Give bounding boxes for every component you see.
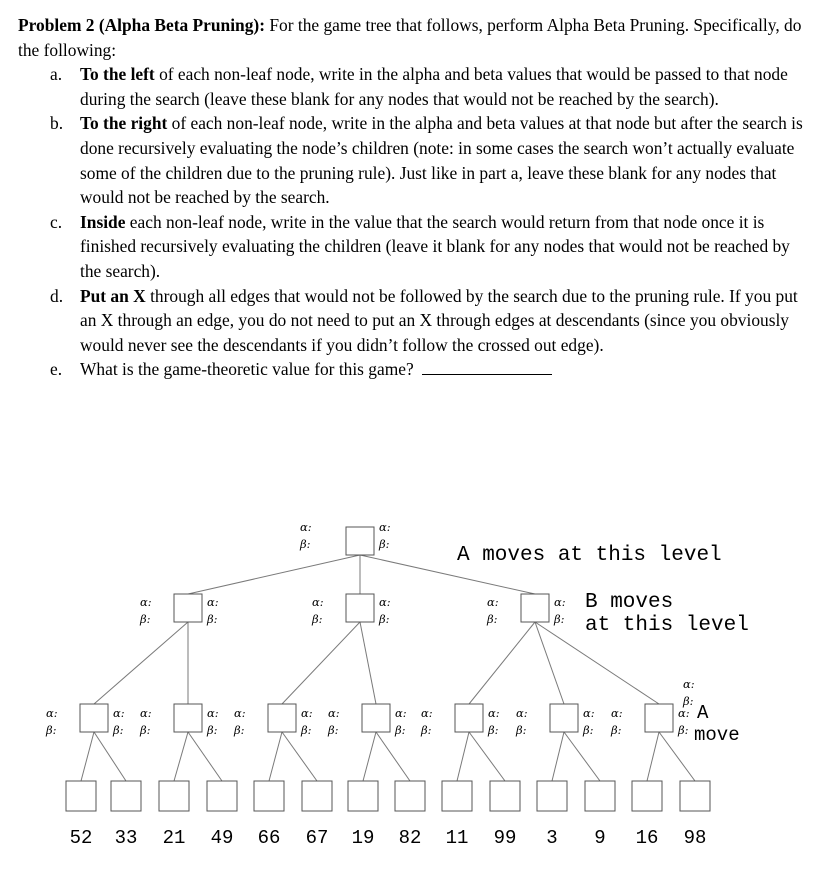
edge-low-5 xyxy=(282,732,317,781)
leaf-value-4: 66 xyxy=(257,827,281,849)
extra-a-alpha: α: xyxy=(683,677,695,691)
leaf-values xyxy=(70,827,707,849)
leaf-node-4[interactable] xyxy=(254,781,284,811)
leaf-node-7[interactable] xyxy=(395,781,425,811)
item-text: of each non-leaf node, write in the alpha and beta values at that node but after the search is done recursively evaluating the node’s children (note: in some cases the search won’t actually evaluate some of the children due to the pruning rule). Just like in part a, leave these blank for any nodes that would not be reached by the search. xyxy=(80,113,803,208)
edge-mid-4 xyxy=(469,622,535,704)
edge-low-2 xyxy=(174,732,188,781)
edge-mid-5 xyxy=(535,622,564,704)
item-text: What is the game-theoretic value for this game? xyxy=(80,359,419,380)
item-bold: Inside xyxy=(80,211,126,232)
edge-low-11 xyxy=(564,732,600,781)
max-right-5-beta: β: xyxy=(583,723,594,737)
leaf-value-10: 3 xyxy=(546,827,558,849)
leaf-value-2: 21 xyxy=(162,827,186,849)
max-node-3[interactable] xyxy=(362,704,390,732)
edge-low-13 xyxy=(659,732,695,781)
edge-low-7 xyxy=(376,732,410,781)
item-label: d. xyxy=(50,285,64,306)
max-right-0-beta: β: xyxy=(113,723,124,737)
max-right-4-alpha: α: xyxy=(488,706,500,720)
leaf-node-1[interactable] xyxy=(111,781,141,811)
leaf-value-3: 49 xyxy=(210,827,234,849)
root-node[interactable] xyxy=(346,527,374,555)
max-left-1-beta: β: xyxy=(140,723,151,737)
max-left-3-beta: β: xyxy=(328,723,339,737)
min-left-2-beta: β: xyxy=(487,612,498,626)
max-left-5-beta: β: xyxy=(516,723,527,737)
max-left-0-beta: β: xyxy=(46,723,57,737)
edge-low-1 xyxy=(94,732,126,781)
tree-edges xyxy=(81,555,695,781)
item-bold: Put an X xyxy=(80,285,146,306)
min-left-0-beta: β: xyxy=(140,612,151,626)
min-left-0-alpha: α: xyxy=(140,595,152,609)
label-a-move-1: A xyxy=(697,702,709,724)
edge-low-6 xyxy=(363,732,376,781)
max-node-0[interactable] xyxy=(80,704,108,732)
max-right-3-alpha: α: xyxy=(395,706,407,720)
leaf-value-9: 99 xyxy=(493,827,517,849)
max-left-4-alpha: α: xyxy=(421,706,433,720)
item-label: e. xyxy=(50,359,63,380)
max-node-5[interactable] xyxy=(550,704,578,732)
leaf-value-13: 98 xyxy=(683,827,707,849)
edge-low-9 xyxy=(469,732,505,781)
max-left-5-alpha: α: xyxy=(516,706,528,720)
edge-low-10 xyxy=(552,732,564,781)
edge-low-3 xyxy=(188,732,222,781)
max-right-2-beta: β: xyxy=(301,723,312,737)
max-node-1[interactable] xyxy=(174,704,202,732)
item-label: a. xyxy=(50,64,63,85)
problem-intro-text: For the game tree that follows, perform Alpha Beta Pruning. Specifically, do the following: xyxy=(18,15,802,60)
max-right-6-alpha: α: xyxy=(678,706,690,720)
max-left-4-beta: β: xyxy=(421,723,432,737)
max-node-6[interactable] xyxy=(645,704,673,732)
max-right-2-alpha: α: xyxy=(301,706,313,720)
leaf-value-0: 52 xyxy=(69,827,93,849)
leaf-node-5[interactable] xyxy=(302,781,332,811)
root-left-beta: β: xyxy=(300,537,311,551)
edge-root-0 xyxy=(188,555,360,594)
min-right-0-beta: β: xyxy=(207,612,218,626)
leaf-value-1: 33 xyxy=(114,827,138,849)
max-right-1-beta: β: xyxy=(207,723,218,737)
tree-nodes xyxy=(66,527,710,811)
root-right-alpha: α: xyxy=(379,520,391,534)
item-text: each non-leaf node, write in the value that the search would return from that node once it is finished recursively evaluating the children (leave it blank for any nodes that would not be reached by the search). xyxy=(80,211,790,281)
leaf-node-2[interactable] xyxy=(159,781,189,811)
min-right-2-beta: β: xyxy=(554,612,565,626)
min-right-2-alpha: α: xyxy=(554,595,566,609)
leaf-value-5: 67 xyxy=(305,827,329,849)
leaf-value-11: 9 xyxy=(594,827,606,849)
edge-mid-0 xyxy=(94,622,188,704)
leaf-node-13[interactable] xyxy=(680,781,710,811)
max-right-3-beta: β: xyxy=(395,723,406,737)
edge-low-0 xyxy=(81,732,94,781)
min-node-2[interactable] xyxy=(521,594,549,622)
leaf-node-12[interactable] xyxy=(632,781,662,811)
root-left-alpha: α: xyxy=(300,520,312,534)
min-left-1-beta: β: xyxy=(312,612,323,626)
item-text: through all edges that would not be followed by the search due to the pruning rule. If you put an X through an edge, you do not need to put an X through edges at descendants (since you obviously would never see the descendants if you didn’t follow the crossed out edge). xyxy=(80,285,798,355)
max-node-2[interactable] xyxy=(268,704,296,732)
min-node-0[interactable] xyxy=(174,594,202,622)
item-bold: To the left xyxy=(80,64,155,85)
root-right-beta: β: xyxy=(379,537,390,551)
leaf-node-3[interactable] xyxy=(207,781,237,811)
label-b-moves-1: B moves xyxy=(585,591,674,614)
edge-low-8 xyxy=(457,732,469,781)
leaf-node-9[interactable] xyxy=(490,781,520,811)
min-node-1[interactable] xyxy=(346,594,374,622)
max-left-0-alpha: α: xyxy=(46,706,58,720)
max-left-1-alpha: α: xyxy=(140,706,152,720)
max-right-6-beta: β: xyxy=(678,723,689,737)
leaf-node-11[interactable] xyxy=(585,781,615,811)
max-right-5-alpha: α: xyxy=(583,706,595,720)
leaf-node-10[interactable] xyxy=(537,781,567,811)
leaf-node-8[interactable] xyxy=(442,781,472,811)
min-right-0-alpha: α: xyxy=(207,595,219,609)
edge-mid-3 xyxy=(360,622,376,704)
label-b-moves-2: at this level xyxy=(585,614,749,637)
leaf-value-12: 16 xyxy=(635,827,659,849)
max-right-1-alpha: α: xyxy=(207,706,219,720)
max-right-0-alpha: α: xyxy=(113,706,125,720)
item-label: b. xyxy=(50,113,64,134)
max-left-6-beta: β: xyxy=(611,723,622,737)
extra-a-beta: β: xyxy=(683,694,694,708)
max-left-2-beta: β: xyxy=(234,723,245,737)
max-left-3-alpha: α: xyxy=(328,706,340,720)
edge-low-4 xyxy=(269,732,282,781)
edge-mid-2 xyxy=(282,622,360,704)
leaf-value-6: 19 xyxy=(351,827,375,849)
min-left-1-alpha: α: xyxy=(312,595,324,609)
min-right-1-alpha: α: xyxy=(379,595,391,609)
label-a-move-2: move xyxy=(694,724,740,746)
problem-heading: Problem 2 (Alpha Beta Pruning): xyxy=(18,15,266,35)
leaf-value-8: 11 xyxy=(445,827,469,849)
leaf-value-7: 82 xyxy=(398,827,422,849)
max-right-4-beta: β: xyxy=(488,723,499,737)
item-label: c. xyxy=(50,211,63,232)
max-node-4[interactable] xyxy=(455,704,483,732)
max-left-6-alpha: α: xyxy=(611,706,623,720)
item-text: of each non-leaf node, write in the alpha and beta values that would be passed to that node during the search (leave these blank for any nodes that would not be reached by the search). xyxy=(80,64,788,109)
edge-low-12 xyxy=(647,732,659,781)
min-left-2-alpha: α: xyxy=(487,595,499,609)
leaf-node-0[interactable] xyxy=(66,781,96,811)
leaf-node-6[interactable] xyxy=(348,781,378,811)
max-left-2-alpha: α: xyxy=(234,706,246,720)
label-a-moves: A moves at this level xyxy=(457,544,722,567)
item-bold: To the right xyxy=(80,113,168,134)
min-right-1-beta: β: xyxy=(379,612,390,626)
